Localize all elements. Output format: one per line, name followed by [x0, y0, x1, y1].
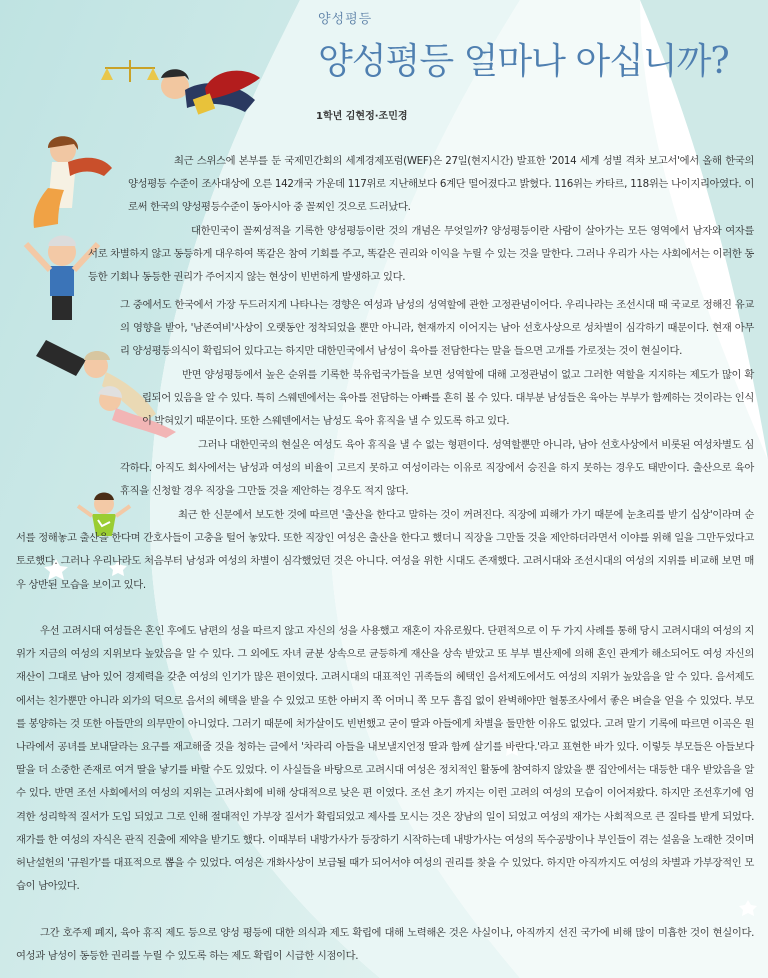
article-byline: 1학년 김현정·조민경: [316, 111, 408, 122]
paragraph-1: 최근 스위스에 본부를 둔 국제민간회의 세계경제포럼(WEF)은 27일(현지시간) 발표한 '2014 세계 성별 격차 보고서'에서 올해 한국의 양성평등 수준이 조사대상에 오른 142개국 가운데 117위로 지난해보다 6계단 떨어졌다고 밝혔다. 116위는 카타르, 118위는 나이지리아였다. 이로써 한국의 양성평등수준이 동아시아 중 꼴찌인 것으로 드러났다.: [128, 155, 754, 214]
paragraph-6: 최근 한 신문에서 보도한 것에 따르면 '출산을 한다고 말하는 것이 꺼려진다. 직장에 피해가 가기 때문에 눈초리를 받기 십상'이라며 순서를 정해놓고 출산을 한다며 간호사들이 고충을 털어 놓았다. 또한 직장인 여성은 출산을 한다고 했더니 직장을 그만둘 것을 제안하더라면서 이야를 위해 일을 그만두었다고 토로했다. 그러나 우리나라도 처음부터 남성과 여성의 차별이 심각했었던 것은 아니다. 여성을 위한 시대도 존재했다. 고려시대와 조선시대의 여성의 지위를 비교해 보면 매우 상반된 모습을 보이고 있다.: [16, 509, 754, 591]
article-header: [318, 8, 729, 84]
paragraph-2: 대한민국이 꼴찌성적을 기록한 양성평등이란 것의 개념은 무엇일까? 양성평등이란 사람이 살아가는 모든 영역에서 남자와 여자를 서로 차별하지 않고 동등하게 대우하여 똑같은 참여 기회를 주고, 똑같은 권리와 이익을 누릴 수 있는 것을 말한다. 그러나 우리가 사는 사회에서는 이러한 동등한 기회나 동등한 권리가 주어지지 않는 현상이 빈번하게 발생하고 있다.: [88, 225, 754, 284]
paragraph-3: 그 중에서도 한국에서 가장 두드러지게 나타나는 경향은 여성과 남성의 성역할에 관한 고정관념이어다. 우리나라는 조선시대 때 국교로 정해진 유교의 영향을 받아, '남존여비'사상이 오랫동안 정착되었을 뿐만 아니라, 현재까지 이어지는 남아 선호사상으로 성차별이 심각하기 때문이다. 현재 아무리 양성평등의식이 확립되어 있다고는 하지만 대한민국에서 남성이 육아를 전담한다는 말을 들으면 고개를 가로젓는 것이 현실이다.: [120, 299, 754, 358]
flying-justice-figure-illustration: [95, 38, 265, 138]
paragraph-5: 그러나 대한민국의 현실은 여성도 육아 휴직을 낼 수 없는 형편이다. 성역할뿐만 아니라, 남아 선호사상에서 비롯된 여성차별도 심각하다. 아직도 회사에서는 남성과 여성의 비율이 고르지 못하고 여성이라는 이유로 직장에서 승진을 하지 못하는 경우도 태반이다. 출산으로 육아 휴직을 신청할 경우 직장을 그만둘 것을 제안하는 경우도 적지 않다.: [120, 439, 754, 498]
section-kicker: 양성평등: [318, 12, 373, 27]
article-title: 양성평등 얼마나 아십니까?: [318, 41, 729, 82]
paragraph-7: 우선 고려시대 여성들은 혼인 후에도 남편의 성을 따르지 않고 자신의 성을 사용했고 재혼이 자유로웠다. 단편적으로 이 두 가지 사례를 통해 당시 고려시대의 여성의 지위가 지금의 여성의 지위보다 높았음을 알 수 있다. 그 외에도 자녀 균분 상속으로 균등하게 재산을 상속 받았고 또 부부 별산제에 의해 혼인 관계가 해소되어도 여성 자신의 재산이 그대로 남아 있어 경제력을 갖춘 여성의 인기가 많은 편이였다. 고려시대의 대표적인 귀족들의 혜택인 음서제도에서도 여성의 지위가 높았음을 알 수 있다. 음서제도에서는 친가뿐만 아니라 외가의 덕으로 음서의 혜택을 받을 수 있었고 또한 아버지 쪽 어머니 쪽 모두 흠집 없이 완벽해야만 혈통조사에서 좋은 벼슬을 얻을 수 있었다. 부모를 봉양하는 것 또한 아들만의 의무만이 아니었다. 그러기 때문에 처가살이도 빈번했고 굳이 딸과 아들에게 차별을 둘만한 이유도 없었다. 고려 말기 기록에 따르면 이곡은 원나라에서 공녀를 보내달라는 요구를 재고해줄 것을 청하는 글에서 '차라리 아들을 내보낼지언정 딸과 함께 살기를 바란다.'라고 표현한 바가 있다. 이렇듯 부모들은 아들보다 딸을 더 소중한 존재로 여겨 딸을 낳기를 바랄 수도 있었다. 이 사실들을 바탕으로 고려시대 여성은 정치적인 활동에 참여하지 않았을 뿐 집안에서는 대등한 대우 받았음을 알 수 있다. 반면 조선 사회에서의 여성의 지위는 고려사회에 비해 상대적으로 낮은 편 이였다. 조선 초기 까지는 이런 고려의 여성의 모습이 이어져왔다. 하지만 조선후기에 엄격한 성리학적 질서가 도입 되었고 그로 인해 절대적인 가부장 질서가 확립되었고 제사를 모시는 것은 장남의 일이 되었고 여성의 재가는 사회적으로 큰 질타를 받게 되었다. 재가를 한 여성의 자식은 관직 진출에 제약을 받기도 했다. 이때부터 내방가사가 등장하기 시작하는데 내방가사는 여성의 독수공방이나 부인들이 겪는 설움을 노래한 것이며 허난설헌의 '규원가'를 대표적으로 뽑을 수 있었다. 여성은 개화사상이 보급될 때가 되어서야 여성의 권리를 찾을 수 있었다. 하지만 아직까지도 여성의 차별과 가부장적인 모습이 남아있다.: [16, 625, 754, 893]
scales-of-justice-icon: [101, 60, 159, 82]
paragraph-8: 그간 호주제 폐지, 육아 휴직 제도 등으로 양성 평등에 대한 의식과 제도 확립에 대해 노력해온 것은 사실이나, 아직까지 선진 국가에 비해 많이 미흡한 것이 현실이다. 여성과 남성이 동등한 권리를 누릴 수 있도록 하는 제도 확립이 시급한 시점이다.: [16, 927, 754, 963]
paragraph-4: 반면 양성평등에서 높은 순위를 기록한 북유럽국가들을 보면 성역할에 대해 고정관념이 없고 그러한 역할을 지지하는 제도가 많이 확립되어 있음을 알 수 있다. 특히 스웨덴에서는 육아를 전담하는 아빠를 흔히 볼 수 있다. 대부분 남성들은 육아는 부부가 함께하는 것이라는 인식이 박혀있기 때문이다. 또한 스웨덴에서는 남성도 육아 휴직을 낼 수 있도록 하고 있다.: [142, 369, 754, 428]
